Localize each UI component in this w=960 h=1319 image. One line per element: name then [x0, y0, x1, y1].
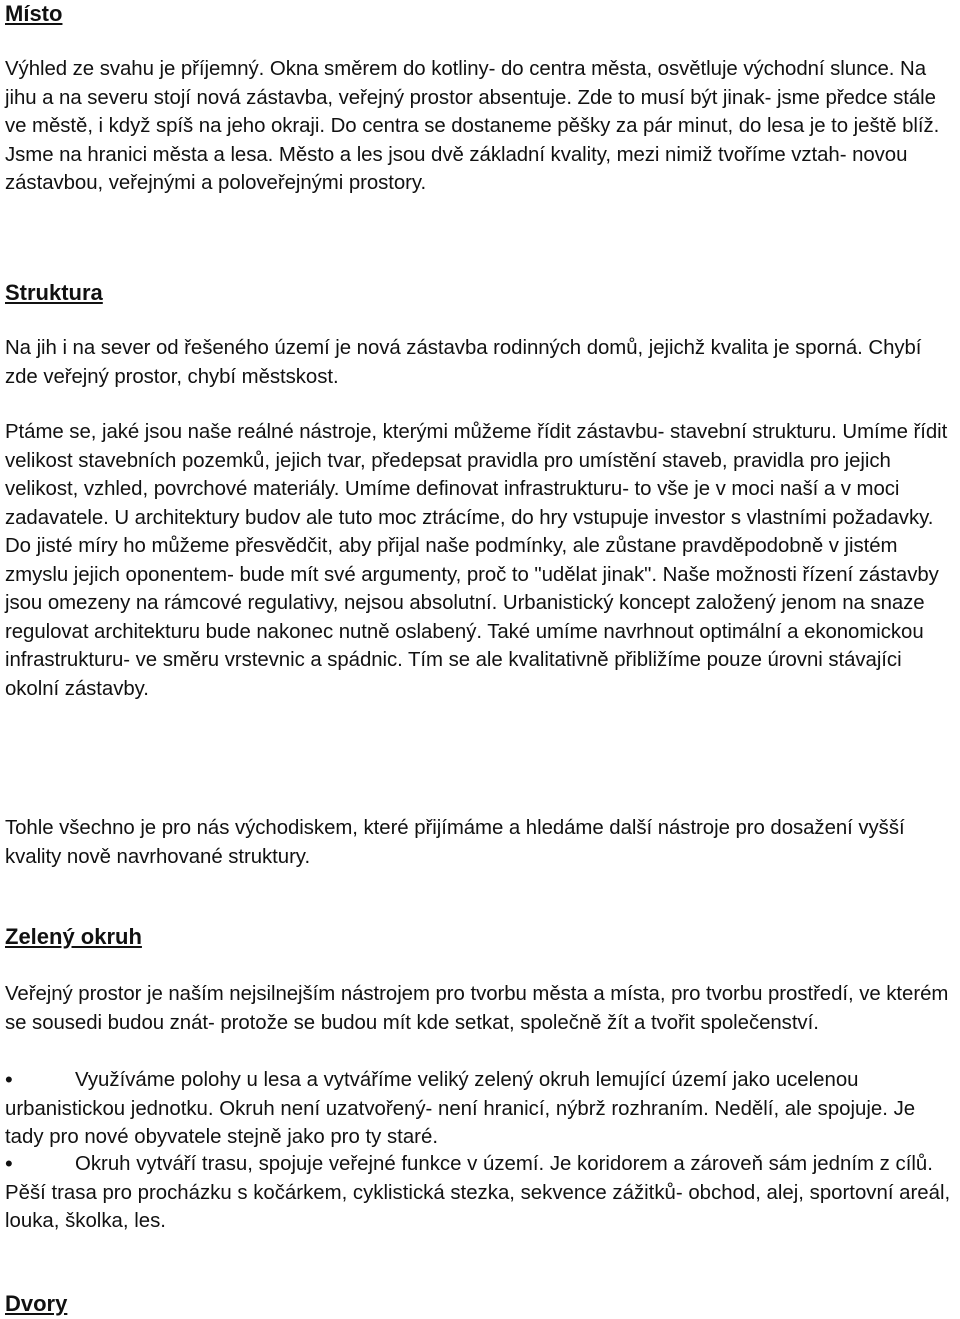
section-heading-misto: Místo [5, 1, 63, 26]
bullet-icon: • [5, 1151, 13, 1176]
bullet-text: Využíváme polohy u lesa a vytváříme veliký zelený okruh lemující území jako ucelenou urbanistickou jednotku. Okruh není uzatvořený- není hranicí, nýbrž rozhraním. Nedělí, ale spojuje. Je tady pro nové obyvatele stejně jako pro ty staré. [5, 1069, 916, 1148]
bullet-text: Okruh vytváří trasu, spojuje veřejné funkce v území. Je koridorem a zároveň sám jedním z cílů. Pěší trasa pro procházku s kočárkem, cyklistická stezka, sekvence zážitků- obchod, alej, sportovní areál, louka, školka, les. [5, 1153, 951, 1232]
paragraph-struktura-2: Ptáme se, jaké jsou naše reálné nástroje, kterými můžeme řídit zástavbu- stavební strukturu. Umíme řídit velikost stavebních pozemků, jejich tvar, předepsat pravidla pro umístění staveb, pravidla pro jejich velikost, vzhled, povrchové materiály. Umíme definovat infrastrukturu- to vše je v moci naší a v moci zadavatele. U architektury budov ale tuto moc ztrácíme, do hry vstupuje investor s vlastními požadavky. Do jisté míry ho můžeme přesvědčit, aby přijal naše podmínky, ale zůstane pravděpodobně v jistém zmyslu jejich oponentem- bude mít své argumenty, proč to "udělat jinak". Naše možnosti řízení zástavby jsou omezeny na rámcové regulativy, nejsou absolutní. Urbanistický koncept založený jenom na snaze regulovat architekturu bude nakonec nutně oslabený. Také umíme navrhnout optimální a ekonomickou infrastrukturu- ve směru vrstevnic a spádnic. Tím se ale kvalitativně přibližíme pouze úrovni stávajíci okolní zástavby. [5, 421, 948, 700]
bullet-item [5, 1150, 957, 1236]
bullet-icon: • [5, 1067, 13, 1092]
section-heading-struktura: Struktura [5, 280, 103, 305]
paragraph-misto: Výhled ze svahu je příjemný. Okna směrem do kotliny- do centra města, osvětluje východní slunce. Na jihu a na severu stojí nová zástavba, veřejný prostor absentuje. Zde to musí být jinak- jsme předce stále ve městě, i když spíš na jeho okraji. Do centra se dostaneme pěšky za pár minut, do lesa je to ještě blíž. Jsme na hranici města a lesa. Město a les jsou dvě základní kvality, mezi nimiž tvoříme vztah- novou zástavbou, veřejnými a poloveřejnými prostory. [5, 58, 940, 194]
section-heading-dvory: Dvory [5, 1291, 68, 1316]
paragraph-struktura-1: Na jih i na sever od řešeného území je nová zástavba rodinných domů, jejichž kvalita je sporná. Chybí zde veřejný prostor, chybí městskost. [5, 337, 922, 388]
bullet-item [5, 1066, 957, 1152]
paragraph-struktura-3: Tohle všechno je pro nás východiskem, které přijímáme a hledáme další nástroje pro dosažení vyšší kvality nově navrhované struktury. [5, 817, 905, 868]
section-heading-zeleny-okruh: Zelený okruh [5, 924, 142, 949]
paragraph-zeleny-okruh: Veřejný prostor je naším nejsilnejším nástrojem pro tvorbu města a místa, pro tvorbu prostředí, ve kterém se sousedi budou znát- protože se budou mít kde setkat, společně žít a tvořit společenství. [5, 983, 949, 1034]
